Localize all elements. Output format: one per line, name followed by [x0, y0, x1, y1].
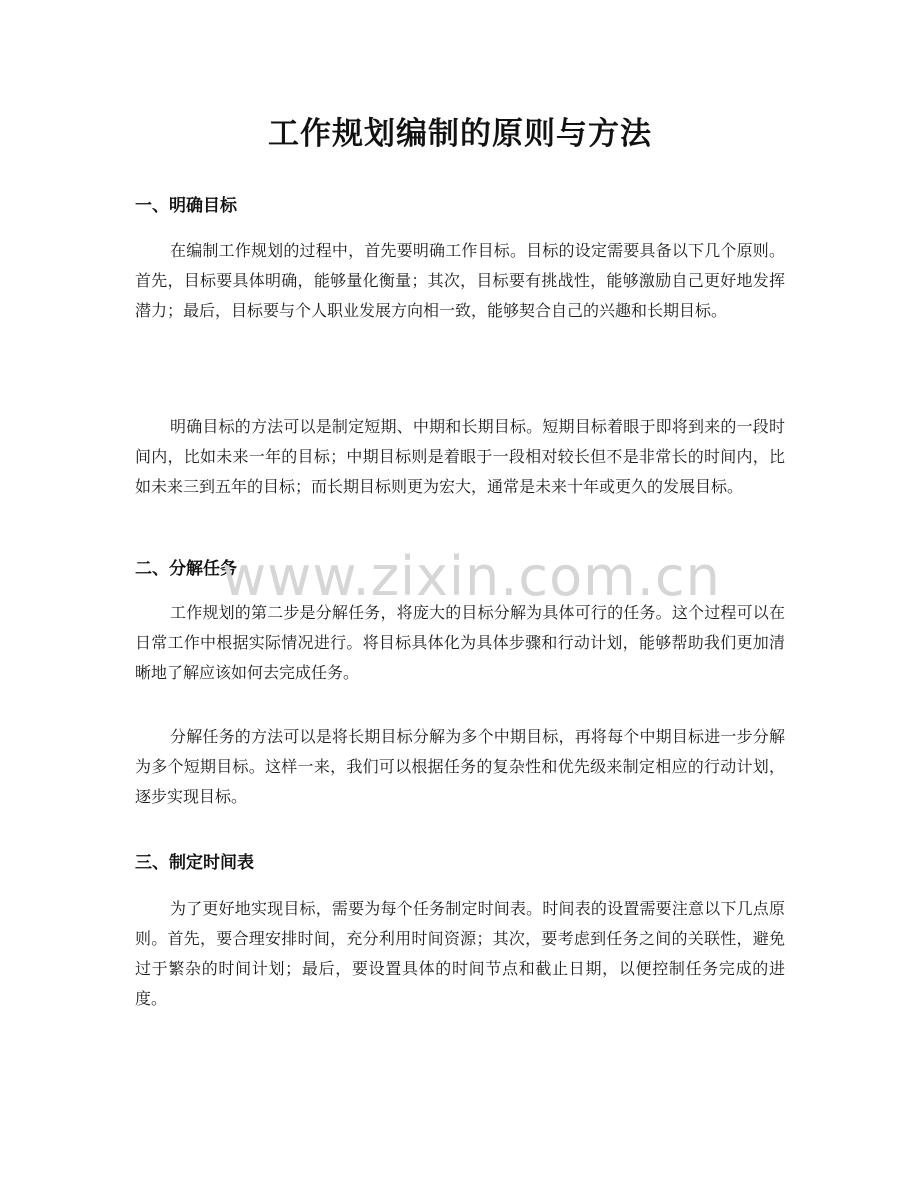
- section-heading-2: 二、分解任务: [135, 559, 237, 579]
- paragraph-3-1: 为了更好地实现目标，需要为每个任务制定时间表。时间表的设置需要注意以下几点原则。首先，要合理安排时间，充分利用时间资源；其次，要考虑到任务之间的关联性，避免过于繁杂的时间计划；最后，要设置具体的时间节点和截止日期，以便控制任务完成的进度。: [135, 899, 785, 1008]
- paragraph-2-2: 分解任务的方法可以是将长期目标分解为多个中期目标，再将每个中期目标进一步分解为多个短期目标。这样一来，我们可以根据任务的复杂性和优先级来制定相应的行动计划，逐步实现目标。: [135, 727, 785, 806]
- paragraph-1-2: 明确目标的方法可以是制定短期、中期和长期目标。短期目标着眼于即将到来的一段时间内，比如未来一年的目标；中期目标则是着眼于一段相对较长但不是非常长的时间内，比如未来三到五年的目标；而长期目标则更为宏大，通常是未来十年或更久的发展目标。: [135, 417, 785, 496]
- section-heading-1: 一、明确目标: [135, 196, 237, 216]
- watermark: www.zixin.com.cn: [222, 545, 721, 608]
- section-heading-3: 三、制定时间表: [135, 853, 254, 873]
- paragraph-2-1: 工作规划的第二步是分解任务，将庞大的目标分解为具体可行的任务。这个过程可以在日常工作中根据实际情况进行。将目标具体化为具体步骤和行动计划，能够帮助我们更加清晰地了解应该如何去完成任务。: [135, 603, 785, 682]
- page-title: 工作规划编制的原则与方法: [268, 116, 652, 152]
- paragraph-1-1: 在编制工作规划的过程中，首先要明确工作目标。目标的设定需要具备以下几个原则。首先，目标要具体明确，能够量化衡量；其次，目标要有挑战性，能够激励自己更好地发挥潜力；最后，目标要与个人职业发展方向相一致，能够契合自己的兴趣和长期目标。: [135, 241, 785, 320]
